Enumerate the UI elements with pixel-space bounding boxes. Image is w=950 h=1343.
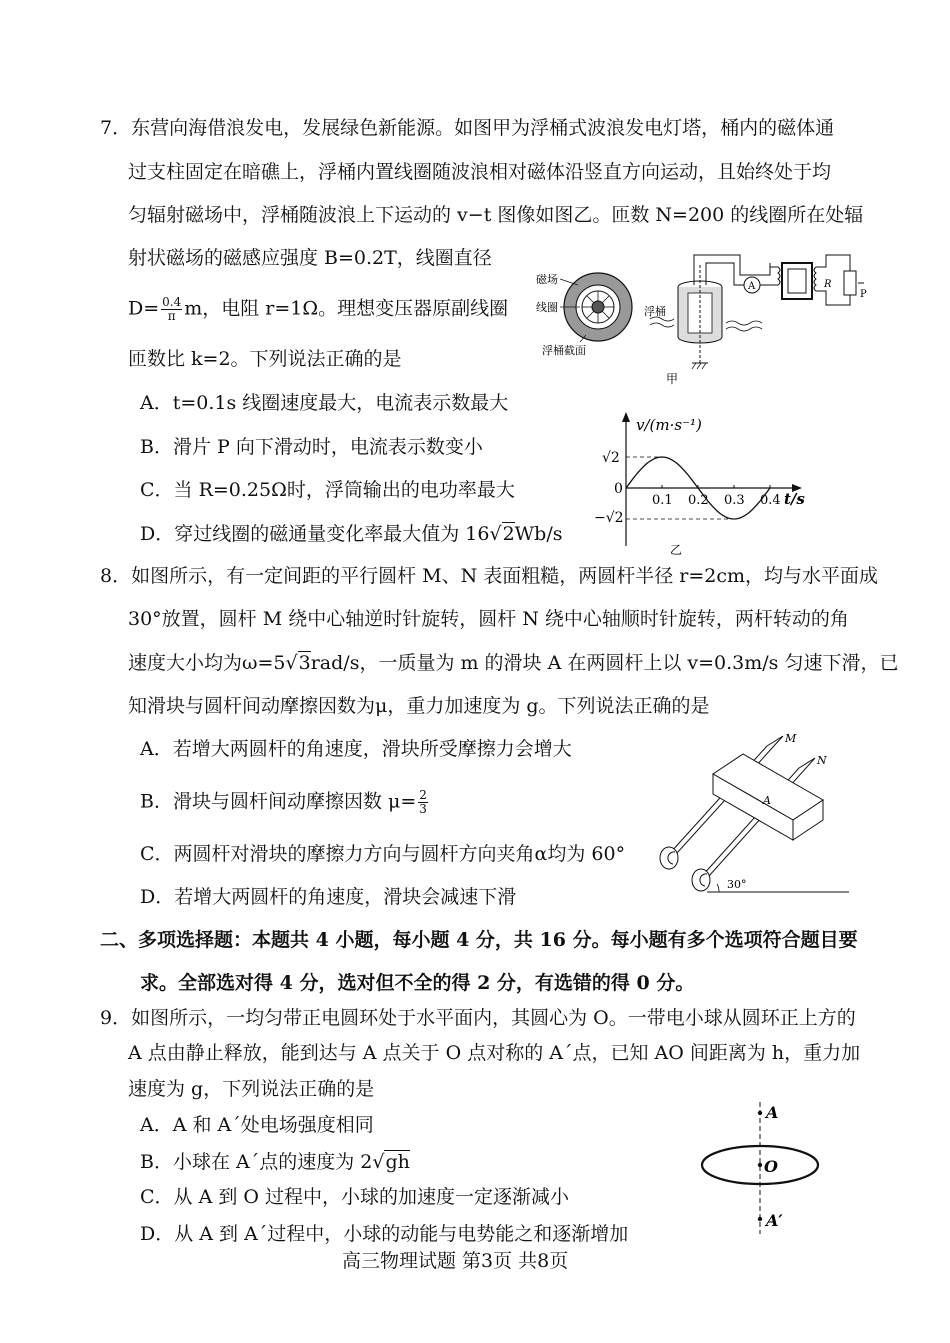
- q7-d-fraction: [161, 296, 182, 323]
- label-rod-n: N: [817, 754, 827, 767]
- y-axis-label: v/(m·s⁻¹): [636, 416, 702, 434]
- q7-d-prefix: D=: [128, 297, 160, 320]
- label-buoy: 浮桶: [644, 305, 666, 318]
- q7-figure-yi: [586, 408, 826, 558]
- q8-line-3: 速度大小均为ω=5√3rad/s，一质量为 m 的滑块 A 在两圆杆上以 v=0.3m/s 匀速下滑，已: [128, 652, 899, 674]
- label-coil: 线圈: [536, 301, 558, 314]
- q7-option-a: A．t=0.1s 线圈速度最大，电流表示数最大: [140, 392, 509, 414]
- q7-optd-post: Wb/s: [514, 523, 563, 545]
- x-axis-label: t/s: [784, 490, 805, 508]
- y-tick-top: √2: [602, 450, 620, 466]
- point-o-dot: [758, 1163, 762, 1167]
- point-a-dot: [758, 1111, 762, 1115]
- q9-option-d: D．从 A 到 A´过程中，小球的动能与电势能之和逐渐增加: [140, 1223, 629, 1245]
- label-ammeter: A: [748, 281, 756, 292]
- label-rod-m: M: [785, 732, 797, 745]
- section2-line-2: 求。全部选对得 4 分，选对但不全的得 2 分，有选错的得 0 分。: [140, 972, 695, 994]
- q8-line3-rad: 3: [298, 652, 311, 674]
- label-point-o: O: [764, 1157, 778, 1176]
- page-footer: 高三物理试题 第3页 共8页: [342, 1250, 569, 1272]
- q8-option-d: D．若增大两圆杆的角速度，滑块会减速下滑: [140, 886, 517, 908]
- y-axis-arrow-icon: [622, 412, 630, 422]
- q7-line-1: 7．东营向海借浪发电，发展绿色新能源。如图甲为浮桶式波浪发电灯塔，桶内的磁体通: [100, 117, 835, 139]
- q8-line-1: 8．如图所示，有一定间距的平行圆杆 M、N 表面粗糙，两圆杆半径 r=2cm，均与水平面成: [100, 565, 879, 587]
- q7-option-b: B．滑片 P 向下滑动时，电流表示数变小: [140, 436, 483, 458]
- q8-line3-post: rad/s，一质量为 m 的滑块 A 在两圆杆上以 v=0.3m/s 匀速下滑，已: [310, 652, 899, 674]
- y-tick-zero: 0: [614, 481, 623, 497]
- q8-option-a: A．若增大两圆杆的角速度，滑块所受摩擦力会增大: [140, 738, 572, 760]
- q7-line-2: 过支柱固定在暗礁上，浮桶内置线圈随波浪相对磁体沿竖直方向运动，且始终处于均: [128, 161, 832, 183]
- label-resistor: R: [824, 279, 832, 290]
- label-magnetic-field: 磁场: [536, 273, 558, 286]
- q7-d-suffix: m，电阻 r=1Ω。理想变压器原副线圈: [184, 297, 509, 320]
- q7-line-6: 匝数比 k=2。下列说法正确的是: [128, 348, 402, 370]
- q9-line-1: 9．如图所示，一均匀带正电圆环处于水平面内，其圆心为 O。一带电小球从圆环正上方的: [100, 1007, 856, 1029]
- q7-figure-jia: [530, 245, 870, 385]
- label-buoy-section: 浮桶截面: [542, 344, 586, 357]
- q9-option-c: C．从 A 到 O 过程中，小球的加速度一定逐渐减小: [140, 1186, 569, 1208]
- q7-optd-rad: 2: [502, 523, 515, 545]
- q7-optd-pre: D．穿过线圈的磁通量变化率最大值为 16: [140, 523, 490, 545]
- q7-line-5: [128, 296, 508, 323]
- label-point-a: A: [766, 1103, 779, 1122]
- label-angle: 30°: [727, 878, 747, 891]
- caption-jia: 甲: [666, 372, 679, 385]
- q9-line-2: A 点由静止释放，能到达与 A 点关于 O 点对称的 A´点，已知 AO 间距离为 h，重力加: [128, 1042, 861, 1064]
- q8-line3-pre: 速度大小均为ω=5: [128, 652, 286, 674]
- x-tick-label: 0.1: [652, 493, 673, 508]
- q7-option-c: C．当 R=0.25Ω时，浮筒输出的电功率最大: [140, 479, 515, 501]
- q9-option-a: A．A 和 A´处电场强度相同: [140, 1114, 374, 1136]
- q7-line-3: 匀辐射磁场中，浮桶随波浪上下运动的 v−t 图像如图乙。匝数 N=200 的线圈所在处辐: [128, 204, 864, 226]
- q9-figure-ring: [690, 1098, 830, 1238]
- x-tick-label: 0.3: [724, 493, 745, 508]
- q7-line-4: 射状磁场的磁感应强度 B=0.2T，线圈直径: [128, 247, 492, 269]
- label-point-a-prime: A′: [766, 1211, 783, 1230]
- q8-option-c: C．两圆杆对滑块的摩擦力方向与圆杆方向夹角α均为 60°: [140, 843, 626, 865]
- caption-yi: 乙: [670, 543, 683, 557]
- q8-optb-num: 2: [419, 788, 427, 802]
- q9-optb-pre: B．小球在 A´点的速度为 2: [140, 1151, 373, 1173]
- point-a-prime-dot: [758, 1217, 762, 1221]
- section2-line-1: 二、多项选择题：本题共 4 小题，每小题 4 分，共 16 分。每小题有多个选项符合题目要: [100, 929, 858, 951]
- q7-d-num: 0.4: [162, 295, 182, 309]
- q8-optb-den: 3: [419, 802, 427, 816]
- q8-figure-rods: [655, 728, 855, 898]
- q8-line-2: 30°放置，圆杆 M 绕中心轴逆时针旋转，圆杆 N 绕中心轴顺时针旋转，两杆转动的角: [128, 608, 849, 630]
- q8-line-4: 知滑块与圆杆间动摩擦因数为μ，重力加速度为 g。下列说法正确的是: [128, 695, 710, 717]
- q7-option-d: D．穿过线圈的磁通量变化率最大值为 16√2Wb/s: [140, 523, 563, 545]
- q9-option-b: B．小球在 A´点的速度为 2√gh: [140, 1151, 410, 1173]
- y-tick-bottom: −√2: [594, 510, 624, 526]
- q8-optb-fraction: [418, 789, 428, 816]
- q8-optb-pre: B．滑块与圆杆间动摩擦因数 μ=: [140, 790, 417, 813]
- resistor-icon: [844, 271, 856, 295]
- q9-optb-rad: gh: [385, 1151, 410, 1173]
- x-tick-label: 0.2: [688, 493, 709, 508]
- label-block-a: A: [763, 794, 771, 807]
- label-slider-p: P: [860, 289, 867, 300]
- x-tick-label: 0.4: [760, 493, 781, 508]
- q8-option-b: [140, 789, 430, 816]
- q7-d-den: π: [167, 309, 176, 323]
- q9-line-3: 速度为 g，下列说法正确的是: [128, 1078, 375, 1100]
